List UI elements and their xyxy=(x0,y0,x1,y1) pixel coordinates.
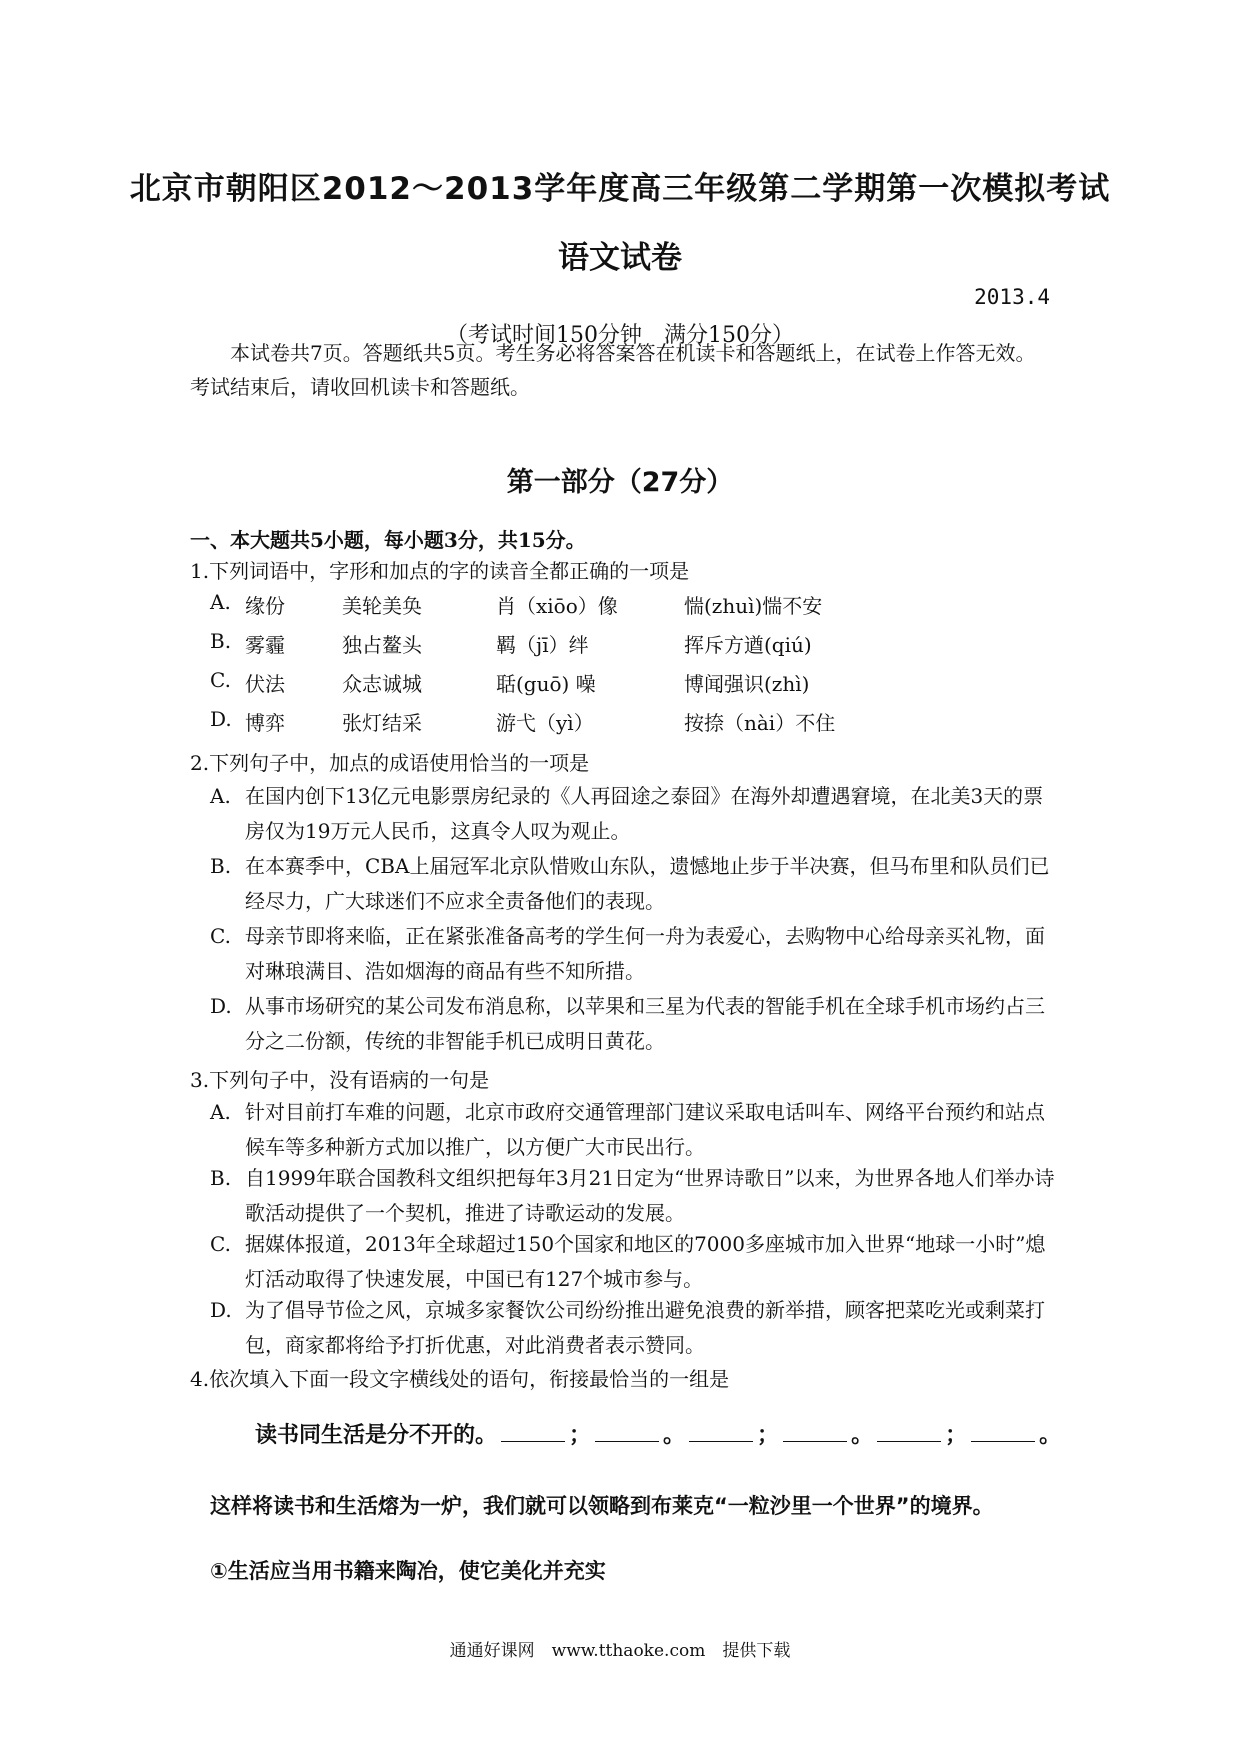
exam-date: 2013.4 xyxy=(974,285,1050,309)
q3-option-a xyxy=(210,1095,1060,1165)
q1-option-word: 众志诚城 xyxy=(342,672,422,696)
q1-option-label: D. xyxy=(210,707,232,731)
q2-option-a xyxy=(210,779,1060,849)
option-label: A. xyxy=(210,1100,231,1124)
question-3-stem: 3.下列句子中，没有语病的一句是 xyxy=(190,1068,490,1092)
q2-option-c xyxy=(210,919,1060,989)
separator: 。 xyxy=(1039,1423,1062,1448)
footer: 通通好课网 www.tthaoke.com 提供下载 xyxy=(449,1641,791,1661)
blank-line xyxy=(877,1421,941,1442)
q1-option-word: 缘份 xyxy=(245,594,285,618)
exam-time-info: （考试时间150分钟 满分150分） xyxy=(446,323,794,348)
q1-option-label: A. xyxy=(210,590,231,614)
q1-option-word: 按捺（nài）不住 xyxy=(684,711,836,735)
option-label: D. xyxy=(210,1298,232,1322)
q1-option-word: 博闻强识(zhì) xyxy=(684,672,810,696)
q1-option-word: 羁（jī）绊 xyxy=(496,633,589,657)
instructions: 本试卷共7页。答题纸共5页。考生务必将答案答在机读卡和答题纸上，在试卷上作答无效。考试结束后，请收回机读卡和答题纸。 xyxy=(190,341,1036,399)
exam-title: 北京市朝阳区2012～2013学年度高三年级第二学期第一次模拟考试 xyxy=(129,171,1111,207)
fill-item-1: ①生活应当用书籍来陶冶，使它美化并充实 xyxy=(210,1559,606,1583)
option-label: C. xyxy=(210,924,231,948)
q1-option-word: 伏法 xyxy=(245,672,285,696)
exam-subtitle: 语文试卷 xyxy=(558,240,682,276)
q3-option-d xyxy=(210,1293,1060,1363)
q1-option-word: 惴(zhuì)惴不安 xyxy=(684,594,823,618)
part-title: 第一部分（27分） xyxy=(506,467,734,498)
separator: ； xyxy=(757,1423,780,1448)
blank-line xyxy=(783,1421,847,1442)
section-heading: 一、本大题共5小题，每小题3分，共15分。 xyxy=(190,528,586,552)
fill-in-sentence xyxy=(255,1418,1061,1449)
blank-line xyxy=(501,1421,565,1442)
separator: 。 xyxy=(663,1423,686,1448)
q1-option-word: 雾霾 xyxy=(245,633,285,657)
blank-line xyxy=(689,1421,753,1442)
option-text: 针对目前打车难的问题，北京市政府交通管理部门建议采取电话叫车、网络平台预约和站点候车等多种新方式加以推广，以方便广大市民出行。 xyxy=(245,1100,1045,1159)
option-label: B. xyxy=(210,1166,232,1190)
option-label: C. xyxy=(210,1232,231,1256)
option-text: 在本赛季中，CBA上届冠军北京队惜败山东队，遗憾地止步于半决赛，但马布里和队员们已经尽力，广大球迷们不应求全责备他们的表现。 xyxy=(245,854,1050,913)
q1-option-word: 肖（xiōo）像 xyxy=(496,594,618,618)
q3-option-b xyxy=(210,1161,1060,1231)
separator: ； xyxy=(569,1423,592,1448)
q1-option-word: 张灯结采 xyxy=(342,711,422,735)
q1-option-word: 挥斥方遒(qiú) xyxy=(684,633,812,657)
option-text: 据媒体报道，2013年全球超过150个国家和地区的7000多座城市加入世界“地球一小时”熄灯活动取得了快速发展，中国已有127个城市参与。 xyxy=(245,1232,1046,1291)
blank-line xyxy=(595,1421,659,1442)
q1-option-word: 聒(guō) 噪 xyxy=(496,672,596,696)
option-text: 从事市场研究的某公司发布消息称，以苹果和三星为代表的智能手机在全球手机市场约占三分之二份额，传统的非智能手机已成明日黄花。 xyxy=(245,994,1045,1053)
fill-lead-text: 读书同生活是分不开的。 xyxy=(255,1423,498,1448)
q1-option-label: B. xyxy=(210,629,232,653)
option-label: A. xyxy=(210,784,231,808)
q1-option-label: C. xyxy=(210,668,231,692)
q1-option-word: 独占鳌头 xyxy=(342,633,422,657)
option-text: 自1999年联合国教科文组织把每年3月21日定为“世界诗歌日”以来，为世界各地人们举办诗歌活动提供了一个契机，推进了诗歌运动的发展。 xyxy=(245,1166,1055,1225)
question-2-stem: 2.下列句子中，加点的成语使用恰当的一项是 xyxy=(190,751,590,775)
separator: 。 xyxy=(851,1423,874,1448)
question-1-stem: 1.下列词语中，字形和加点的字的读音全都正确的一项是 xyxy=(190,559,690,583)
option-label: D. xyxy=(210,994,232,1018)
option-text: 母亲节即将来临，正在紧张准备高考的学生何一舟为表爱心，去购物中心给母亲买礼物，面对琳琅满目、浩如烟海的商品有些不知所措。 xyxy=(245,924,1045,983)
q1-option-word: 游弋（yì） xyxy=(496,711,594,735)
q1-option-word: 博弈 xyxy=(245,711,285,735)
question-4-stem: 4.依次填入下面一段文字横线处的语句，衔接最恰当的一组是 xyxy=(190,1367,730,1391)
q2-option-b xyxy=(210,849,1060,919)
option-label: B. xyxy=(210,854,232,878)
q2-option-d xyxy=(210,989,1060,1059)
blank-line xyxy=(971,1421,1035,1442)
q3-option-c xyxy=(210,1227,1060,1297)
q1-option-word: 美轮美奂 xyxy=(342,594,422,618)
option-text: 为了倡导节俭之风，京城多家餐饮公司纷纷推出避免浪费的新举措，顾客把菜吃光或剩菜打包，商家都将给予打折优惠，对此消费者表示赞同。 xyxy=(245,1298,1045,1357)
separator: ； xyxy=(945,1423,968,1448)
option-text: 在国内创下13亿元电影票房纪录的《人再囧途之泰囧》在海外却遭遇窘境，在北美3天的票房仅为19万元人民币，这真令人叹为观止。 xyxy=(245,784,1044,843)
fill-after-text: 这样将读书和生活熔为一炉，我们就可以领略到布莱克“一粒沙里一个世界”的境界。 xyxy=(210,1494,994,1518)
